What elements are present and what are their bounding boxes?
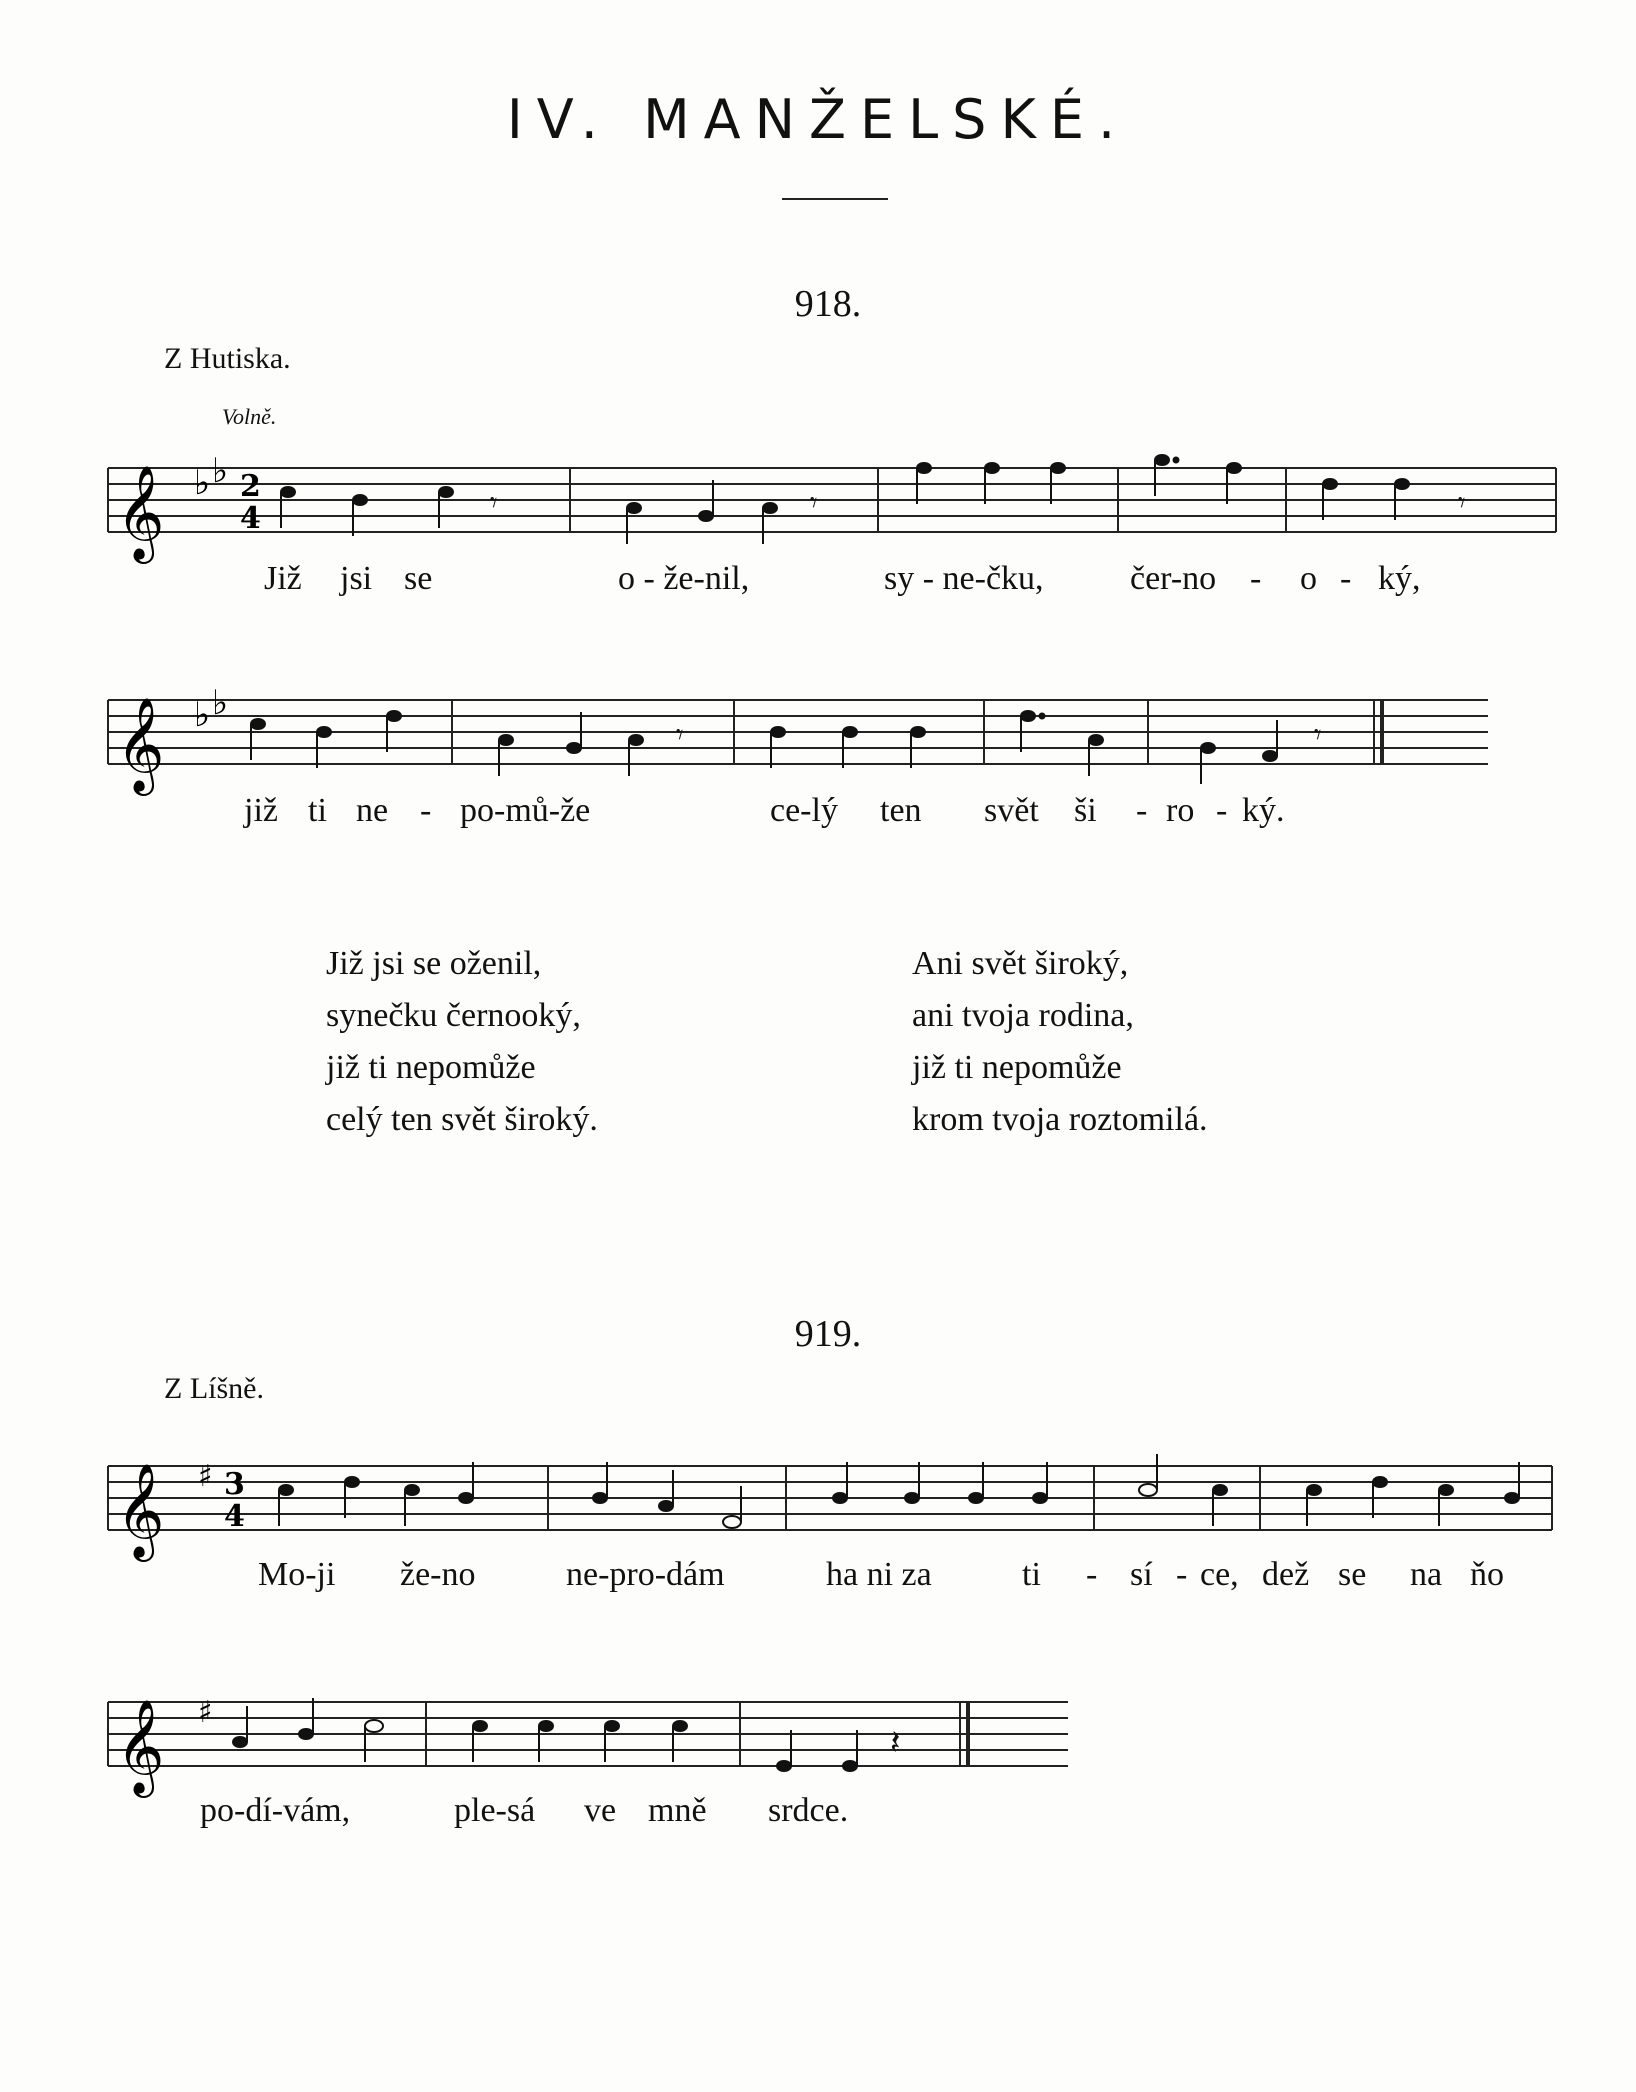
verse-line: synečku černooký,: [326, 997, 581, 1034]
lyric-syllable: na: [1410, 1556, 1443, 1593]
svg-text:♯: ♯: [198, 1459, 213, 1494]
lyric-syllable: po-mů-že: [460, 792, 591, 829]
lyric-syllable: ve: [584, 1792, 617, 1829]
lyric-syllable: -: [1340, 560, 1352, 597]
lyric-syllable: se: [1338, 1556, 1367, 1593]
lyrics-918-line2: [0, 792, 1636, 842]
lyric-syllable: sy - ne-čku,: [884, 560, 1044, 597]
lyric-syllable: -: [1216, 792, 1228, 829]
verse-line: již ti nepomůže: [326, 1049, 536, 1086]
lyric-syllable: ký,: [1378, 560, 1421, 597]
lyric-syllable: Mo-ji: [258, 1556, 336, 1593]
svg-text:𝄾: 𝄾: [810, 486, 818, 519]
lyric-syllable: čer-no: [1130, 560, 1217, 597]
lyric-syllable: Již: [264, 560, 302, 597]
svg-text:𝄾: 𝄾: [676, 718, 684, 751]
song-origin-919: Z Líšně.: [164, 1372, 264, 1405]
lyric-syllable: ce-lý: [770, 792, 838, 829]
lyric-syllable: ti: [1022, 1556, 1041, 1593]
svg-text:𝄾: 𝄾: [1458, 486, 1466, 519]
lyric-syllable: o - že-nil,: [618, 560, 750, 597]
svg-text:♭: ♭: [194, 695, 211, 735]
svg-text:𝄞: 𝄞: [116, 1699, 165, 1794]
lyric-syllable: -: [1176, 1556, 1188, 1593]
lyric-syllable: ši: [1074, 792, 1097, 829]
verse-line: Již jsi se oženil,: [326, 945, 542, 982]
title-rule: [782, 198, 888, 200]
lyric-syllable: ple-sá: [454, 1792, 536, 1829]
lyric-syllable: ten: [880, 792, 922, 829]
lyrics-918-line1: [0, 560, 1636, 610]
lyric-syllable: mně: [648, 1792, 707, 1829]
verse-line: již ti nepomůže: [912, 1049, 1122, 1086]
lyric-syllable: o: [1300, 560, 1317, 597]
verse-918-right: [912, 938, 1208, 1146]
svg-text:𝄾: 𝄾: [1314, 718, 1322, 751]
page-title: IV. MANŽELSKÉ.: [506, 88, 1130, 151]
verse-line: Ani svět široký,: [912, 945, 1129, 982]
verse-line: ani tvoja rodina,: [912, 997, 1134, 1034]
lyric-syllable: ro: [1166, 792, 1195, 829]
flat-icon: ♭: [194, 463, 211, 503]
lyric-syllable: ne: [356, 792, 389, 829]
lyric-syllable: ňo: [1470, 1556, 1504, 1593]
svg-text:𝄾: 𝄾: [490, 486, 498, 519]
lyric-syllable: sí: [1130, 1556, 1153, 1593]
lyric-syllable: -: [420, 792, 432, 829]
verse-line: celý ten svět široký.: [326, 1101, 598, 1138]
verse-918-left: [326, 938, 598, 1146]
lyric-syllable: -: [1086, 1556, 1098, 1593]
barlines: [108, 468, 1556, 532]
lyric-syllable: -: [1136, 792, 1148, 829]
lyric-syllable: ce,: [1200, 1556, 1239, 1593]
lyric-syllable: se: [404, 560, 433, 597]
svg-text:𝄞: 𝄞: [116, 697, 165, 792]
time-sig-bottom: 4: [240, 501, 261, 536]
time-sig-top: 3: [224, 1467, 245, 1502]
song-number-919: 919.: [794, 1313, 862, 1355]
svg-text:♯: ♯: [198, 1695, 213, 1730]
lyric-syllable: že-no: [400, 1556, 476, 1593]
lyric-syllable: dež: [1262, 1556, 1310, 1593]
lyrics-919-line2: [0, 1792, 1636, 1842]
verse-line: krom tvoja roztomilá.: [912, 1101, 1208, 1138]
treble-clef-icon: 𝄞: [116, 465, 165, 560]
lyric-syllable: -: [1250, 560, 1262, 597]
time-sig-bottom: 4: [224, 1499, 245, 1534]
svg-text:♭: ♭: [212, 683, 229, 723]
lyric-syllable: po-dí-vám,: [200, 1792, 351, 1829]
lyric-syllable: ha ni za: [826, 1556, 932, 1593]
lyric-syllable: svět: [984, 792, 1039, 829]
lyrics-919-line1: [0, 1556, 1636, 1606]
lyric-syllable: ký.: [1242, 792, 1285, 829]
svg-text:𝄽: 𝄽: [890, 1723, 901, 1763]
lyric-syllable: jsi: [340, 560, 373, 597]
staff-lines: [108, 468, 1556, 532]
lyric-syllable: ne-pro-dám: [566, 1556, 725, 1593]
time-sig-top: 2: [240, 469, 261, 504]
svg-text:𝄞: 𝄞: [116, 1463, 165, 1558]
lyric-syllable: ti: [308, 792, 327, 829]
lyric-syllable: srdce.: [768, 1792, 849, 1829]
song-number-918: 918.: [794, 283, 862, 325]
lyric-syllable: již: [244, 792, 278, 829]
song-origin-918: Z Hutiska.: [164, 342, 291, 375]
tempo-marking-918: Volně.: [222, 404, 277, 429]
flat-icon: ♭: [212, 451, 229, 491]
